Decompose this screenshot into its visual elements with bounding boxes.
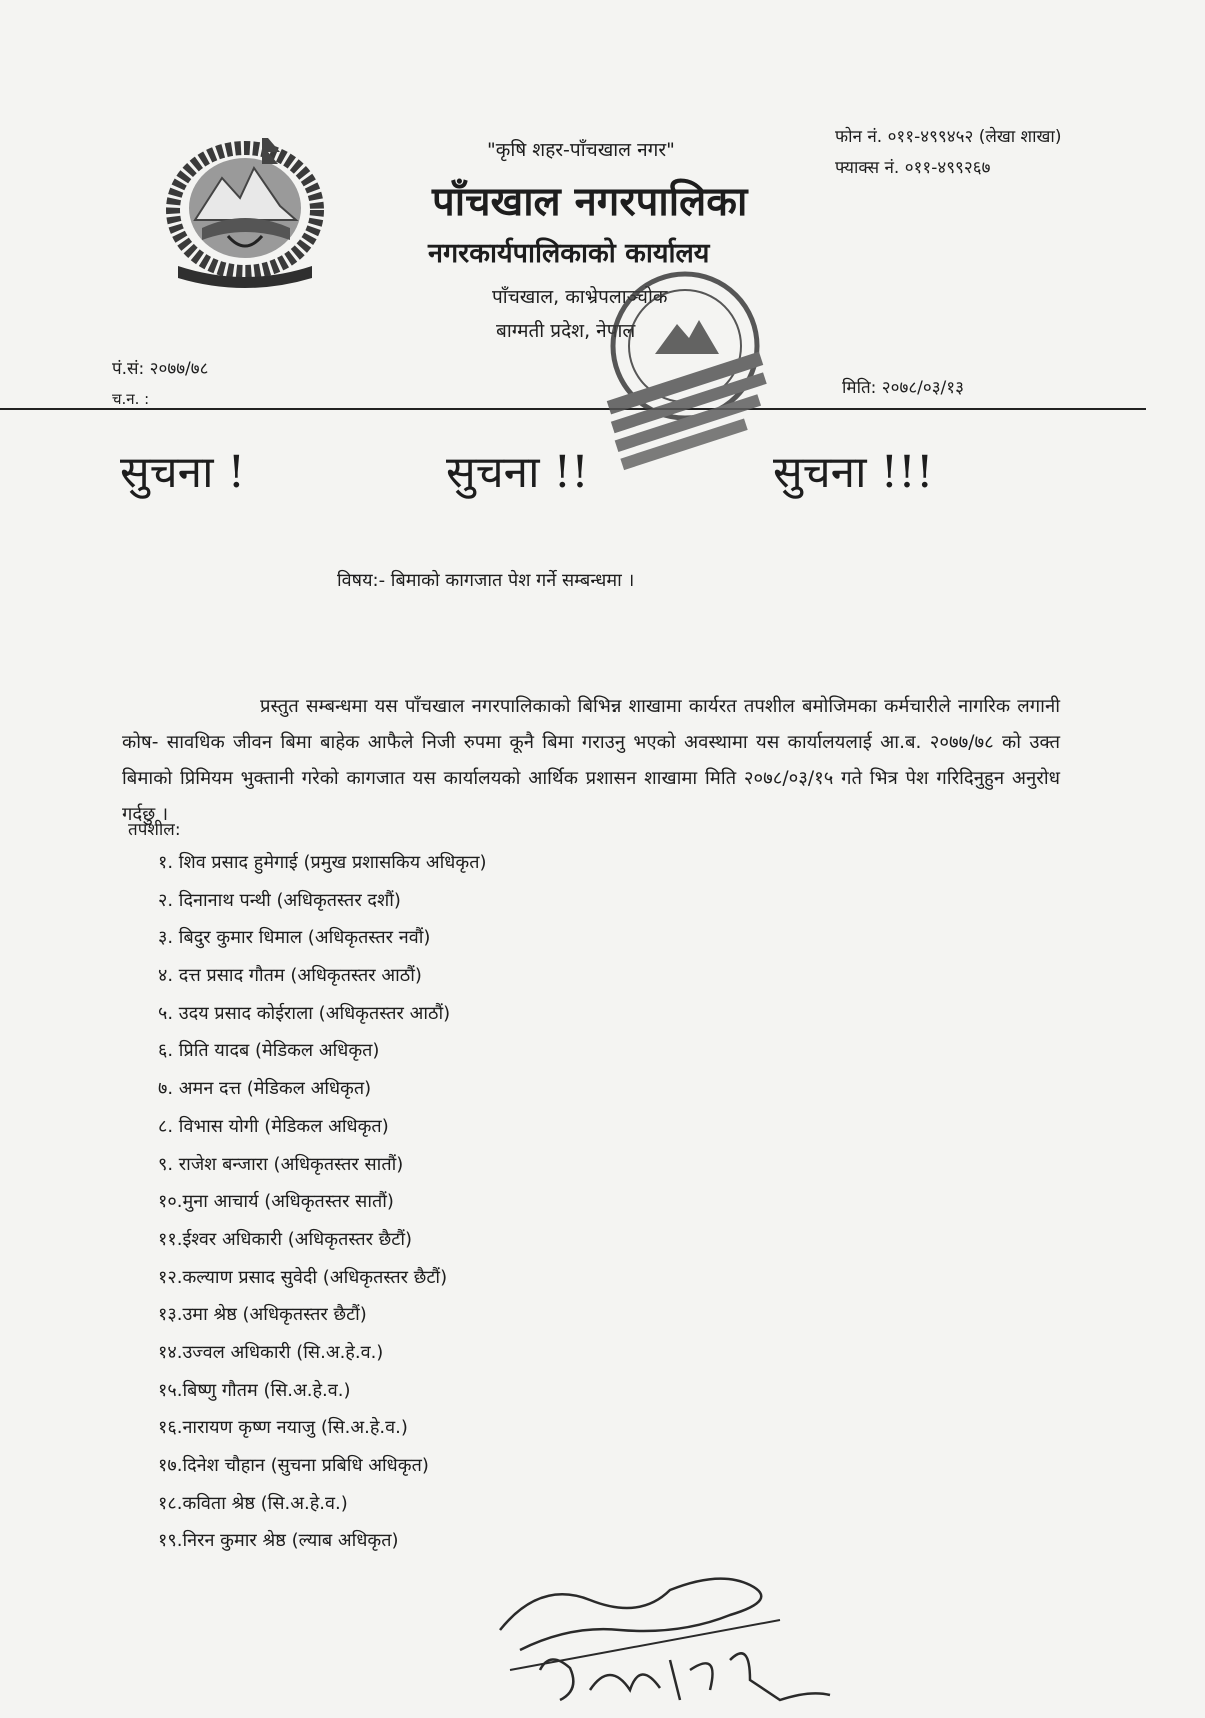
handwritten-signature: [480, 1540, 880, 1710]
list-item: १३.उमा श्रेष्ठ (अधिकृतस्तर छैटौं): [158, 1304, 367, 1326]
fax-number: फ्याक्स नं. ०११-४९९२६७: [835, 158, 991, 178]
list-item: ४. दत्त प्रसाद गौतम (अधिकृतस्तर आठौं): [158, 965, 422, 987]
org-name: पाँचखाल नगरपालिका: [432, 179, 748, 225]
letter-date: मिति: २०७८/०३/१३: [842, 378, 964, 398]
list-item: १२.कल्याण प्रसाद सुवेदी (अधिकृतस्तर छैटौं): [158, 1266, 448, 1288]
reference-number: पं.सं: २०७७/७८: [112, 359, 209, 379]
notice-heading-3: सुचना !!!: [773, 447, 934, 498]
list-item: १६.नारायण कृष्ण नयाजु (सि.अ.हे.व.): [158, 1417, 408, 1439]
list-item: ५. उदय प्रसाद कोईराला (अधिकृतस्तर आठौं): [158, 1002, 451, 1024]
list-item: ९. राजेश बन्जारा (अधिकृतस्तर सातौं): [158, 1153, 404, 1175]
address-line-2: बाग्मती प्रदेश, नेपाल: [496, 320, 636, 342]
list-item: २. दिनानाथ पन्थी (अधिकृतस्तर दशौं): [158, 889, 401, 911]
notice-heading-1: सुचना !: [120, 447, 246, 498]
chalani-number: च.न. :: [112, 390, 150, 408]
list-item: ३. बिदुर कुमार धिमाल (अधिकृतस्तर नवौं): [158, 927, 431, 949]
header-divider: [0, 408, 1146, 410]
list-heading: तपशील:: [128, 820, 181, 840]
list-item: १८.कविता श्रेष्ठ (सि.अ.हे.व.): [158, 1492, 348, 1514]
list-item: १. शिव प्रसाद हुमेगाई (प्रमुख प्रशासकिय अधिकृत): [158, 852, 487, 873]
list-item: ६. प्रिति यादब (मेडिकल अधिकृत): [158, 1040, 380, 1062]
list-item: १४.उज्वल अधिकारी (सि.अ.हे.व.): [158, 1341, 384, 1363]
list-item: १९.निरन कुमार श्रेष्ठ (ल्याब अधिकृत): [158, 1530, 399, 1552]
slogan: "कृषि शहर-पाँचखाल नगर": [487, 139, 675, 161]
nepal-emblem-icon: [150, 128, 340, 288]
list-item: १७.दिनेश चौहान (सुचना प्रबिधि अधिकृत): [158, 1455, 429, 1476]
list-item: १०.मुना आचार्य (अधिकृतस्तर सातौं): [158, 1191, 394, 1213]
notice-heading-2: सुचना !!: [446, 447, 589, 498]
phone-number: फोन नं. ०११-४९९४५२ (लेखा शाखा): [835, 127, 1062, 147]
address-line-1: पाँचखाल, काभ्रेपलाञ्चोक: [492, 286, 668, 308]
org-office: नगरकार्यपालिकाको कार्यालय: [428, 238, 710, 269]
list-item: ८. विभास योगी (मेडिकल अधिकृत): [158, 1115, 389, 1137]
employee-list: [158, 844, 487, 1560]
body-paragraph: प्रस्तुत सम्बन्धमा यस पाँचखाल नगरपालिकाको बिभिन्न शाखामा कार्यरत तपशील बमोजिमका कर्मचारीले नागरिक लगानी कोष- सावधिक जीवन बिमा बाहेक आफैले निजी रुपमा कूनै बिमा गराउनु भएको अवस्थामा यस कार्यालयलाई आ.ब. २०७७/७८ को उक्त बिमाको प्रिमियम भुक्तानी गरेको कागजात यस कार्यालयको आर्थिक प्रशासन शाखामा मिति २०७८/०३/१५ गते भित्र पेश गरिदिनुहुन अनुरोध गर्दछु ।: [122, 695, 1060, 825]
list-item: ७. अमन दत्त (मेडिकल अधिकृत): [158, 1078, 372, 1100]
subject-line: विषय:- बिमाको कागजात पेश गर्ने सम्बन्धमा ।: [337, 570, 635, 591]
office-seal-stamp: [585, 266, 785, 476]
list-item: १५.बिष्णु गौतम (सि.अ.हे.व.): [158, 1379, 351, 1401]
list-item: ११.ईश्वर अधिकारी (अधिकृतस्तर छैटौं): [158, 1228, 413, 1250]
